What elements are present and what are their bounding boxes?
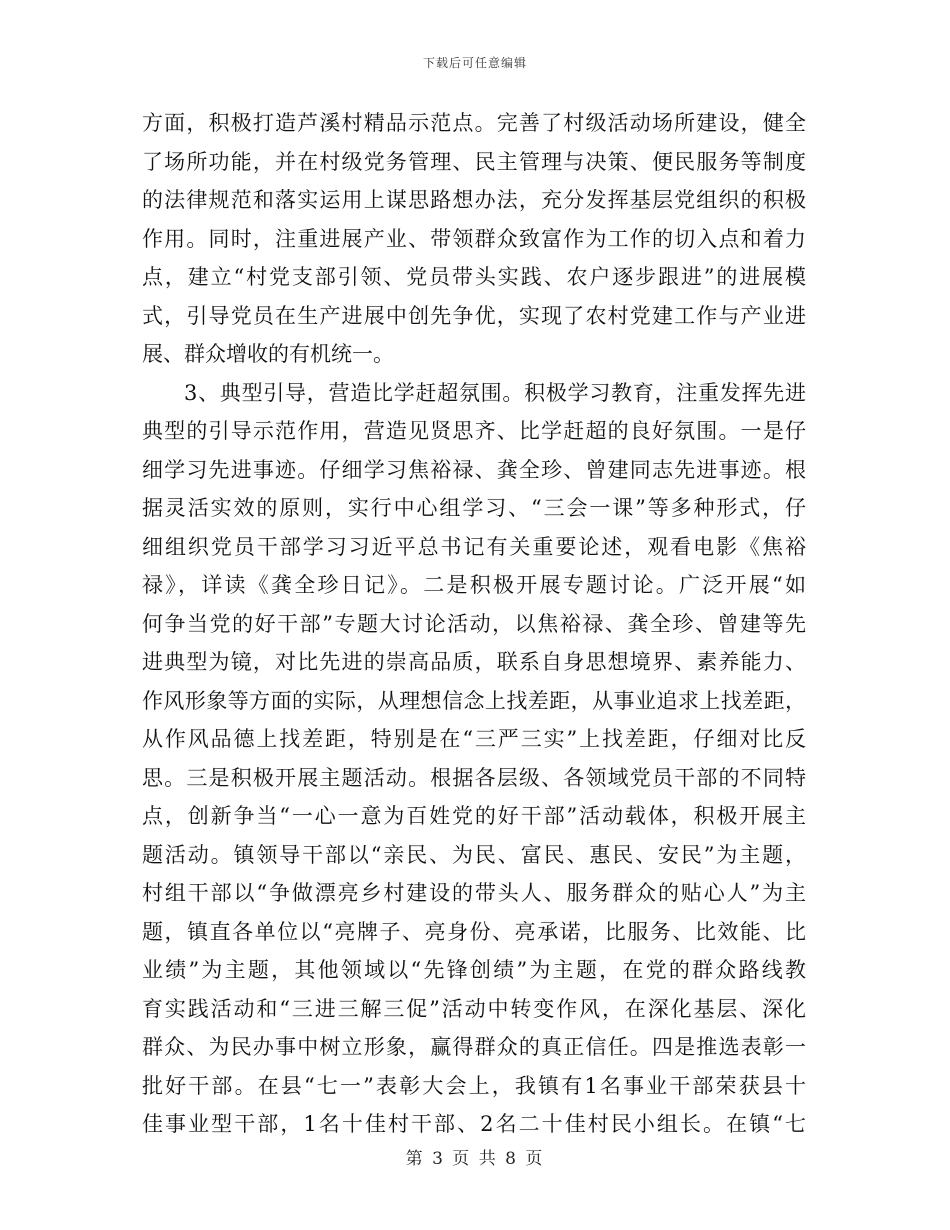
text-line: 业绩”为主题，其他领域以“先锋创绩”为主题，在党的群众路线教 xyxy=(142,958,806,982)
text-line: 禄》，详读《龚全珍日记》。二是积极开展专题讨论。广泛开展“如 xyxy=(142,573,806,597)
text-line: 的法律规范和落实运用上谋思路想办法，充分发挥基层党组织的积极 xyxy=(142,188,806,212)
text-line: 点，创新争当“一心一意为百姓党的好干部”活动载体，积极开展主 xyxy=(142,804,806,828)
text-line: 作风形象等方面的实际，从理想信念上找差距，从事业追求上找差距， xyxy=(142,688,806,713)
text-line: 群众、为民办事中树立形象，赢得群众的真正信任。四是推选表彰一 xyxy=(142,1035,806,1059)
text-line: 进典型为镜，对比先进的崇高品质，联系自身思想境界、素养能力、 xyxy=(142,650,806,674)
text-line: 方面，积极打造芦溪村精品示范点。完善了村级活动场所建设，健全 xyxy=(142,111,806,135)
text-line: 思。三是积极开展主题活动。根据各层级、各领域党员干部的不同特 xyxy=(142,765,806,790)
text-line: 批好干部。在县“七一”表彰大会上，我镇有1名事业干部荣获县十 xyxy=(142,1073,806,1098)
page-header: 下载后可任意编辑 xyxy=(422,56,527,70)
text-line: 题，镇直各单位以“亮牌子、亮身份、亮承诺，比服务、比效能、比 xyxy=(142,919,806,944)
page-number-footer: 第 3 页 共 8 页 xyxy=(405,1149,545,1169)
text-line: 题活动。镇领导干部以“亲民、为民、富民、惠民、安民”为主题， xyxy=(142,842,806,867)
text-line: 据灵活实效的原则，实行中心组学习、“三会一课”等多种形式，仔 xyxy=(142,496,806,520)
text-line: 作用。同时，注重进展产业、带领群众致富作为工作的切入点和着力 xyxy=(142,226,806,251)
text-line: 细组织党员干部学习习近平总书记有关重要论述，观看电影《焦裕 xyxy=(142,534,806,559)
document-body xyxy=(142,104,806,1144)
text-line: 何争当党的好干部”专题大讨论活动，以焦裕禄、龚全珍、曾建等先 xyxy=(142,611,806,636)
text-line: 了场所功能，并在村级党务管理、民主管理与决策、便民服务等制度 xyxy=(142,149,806,174)
text-line: 佳事业型干部，1名十佳村干部、2名二十佳村民小组长。在镇“七 xyxy=(142,1112,806,1136)
text-line: 典型的引导示范作用，营造见贤思齐、比学赶超的良好氛围。一是仔 xyxy=(142,419,806,443)
text-line: 展、群众增收的有机统一。 xyxy=(142,342,394,366)
text-line: 育实践活动和“三进三解三促”活动中转变作风，在深化基层、深化 xyxy=(142,996,806,1021)
text-line: 点，建立“村党支部引领、党员带头实践、农户逐步跟进”的进展模 xyxy=(142,265,806,289)
text-line: 从作风品德上找差距，特别是在“三严三实”上找差距，仔细对比反 xyxy=(142,727,806,751)
paragraph-start-line: 3、典型引导，营造比学赶超氛围。积极学习教育，注重发挥先进 xyxy=(184,380,806,405)
text-line: 细学习先进事迹。仔细学习焦裕禄、龚全珍、曾建同志先进事迹。根 xyxy=(142,457,806,482)
text-line: 式，引导党员在生产进展中创先争优，实现了农村党建工作与产业进 xyxy=(142,303,806,328)
text-line: 村组干部以“争做漂亮乡村建设的带头人、服务群众的贴心人”为主 xyxy=(142,881,806,905)
